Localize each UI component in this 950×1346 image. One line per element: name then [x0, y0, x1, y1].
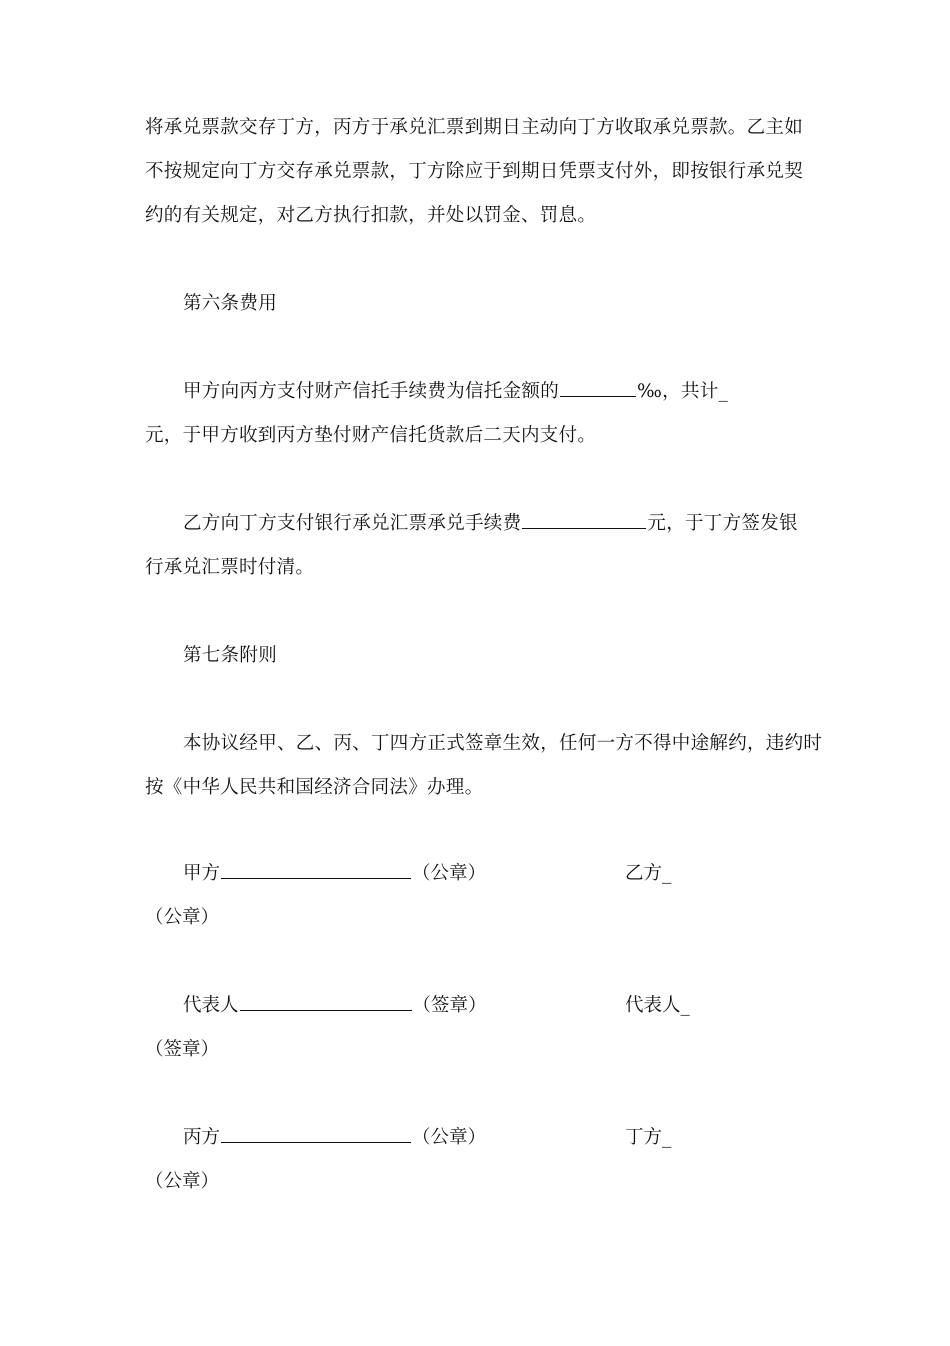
- article-title: 第七条附则: [183, 645, 278, 666]
- article-7-heading: [145, 634, 810, 678]
- text-segment: ‰，共计_: [637, 381, 729, 402]
- paragraph-effectiveness: [145, 722, 823, 810]
- seal-note: （签章）: [412, 995, 487, 1016]
- signature-row-party-a-b: [145, 852, 810, 896]
- seal-note-party-d: （公章）: [145, 1171, 220, 1192]
- text-line: 本协议经甲、乙、丙、丁四方正式签章生效，任何一方不得中途解约，违约时: [183, 733, 823, 754]
- text-line: [145, 502, 810, 546]
- text-line: 按《中华人民共和国经济合同法》办理。: [145, 777, 484, 798]
- text-segment: 甲方向丙方支付财产信托手续费为信托金额的: [183, 381, 560, 402]
- signature-label: 丙方: [183, 1127, 221, 1148]
- signature-label: 代表人: [183, 995, 239, 1016]
- seal-note-representative: （签章）: [145, 1039, 220, 1060]
- fill-blank-rate[interactable]: [560, 378, 636, 397]
- text-line: 元，于甲方收到丙方垫付财产信托货款后二天内支付。: [145, 425, 597, 446]
- signature-party-a: [183, 852, 486, 896]
- paragraph-acceptance-fee: [145, 502, 810, 590]
- text-line: 不按规定向丁方交存承兑票款，丁方除应于到期日凭票支付外，即按银行承兑契: [145, 161, 804, 182]
- fill-blank-fee[interactable]: [522, 510, 646, 529]
- signature-blank[interactable]: [221, 860, 411, 879]
- signature-label: 甲方: [183, 863, 221, 884]
- signature-row-representatives: [145, 984, 810, 1028]
- seal-note: （公章）: [412, 863, 487, 884]
- article-title: 第六条费用: [183, 293, 278, 314]
- seal-note: （公章）: [412, 1127, 487, 1148]
- paragraph-trust-fee: [145, 370, 810, 458]
- signature-party-b: 乙方_: [625, 863, 672, 884]
- signature-representative-right: 代表人_: [625, 995, 690, 1016]
- paragraph-acceptance-payment: [145, 106, 810, 238]
- signature-party-d: 丁方_: [625, 1127, 672, 1148]
- text-line: 约的有关规定，对乙方执行扣款，并处以罚金、罚息。: [145, 205, 597, 226]
- signature-representative-left: [183, 984, 487, 1028]
- signature-blank[interactable]: [221, 1124, 411, 1143]
- signature-row-party-c-d: [145, 1116, 810, 1160]
- signature-party-c: [183, 1116, 486, 1160]
- seal-note-party-b: （公章）: [145, 907, 220, 928]
- text-line: 将承兑票款交存丁方，丙方于承兑汇票到期日主动向丁方收取承兑票款。乙主如: [145, 117, 804, 138]
- article-6-heading: [145, 282, 810, 326]
- text-segment: 元，于丁方签发银: [647, 513, 798, 534]
- text-line: [145, 370, 810, 414]
- text-segment: 乙方向丁方支付银行承兑汇票承兑手续费: [183, 513, 522, 534]
- signature-blank[interactable]: [240, 992, 412, 1011]
- text-line: 行承兑汇票时付清。: [145, 557, 315, 578]
